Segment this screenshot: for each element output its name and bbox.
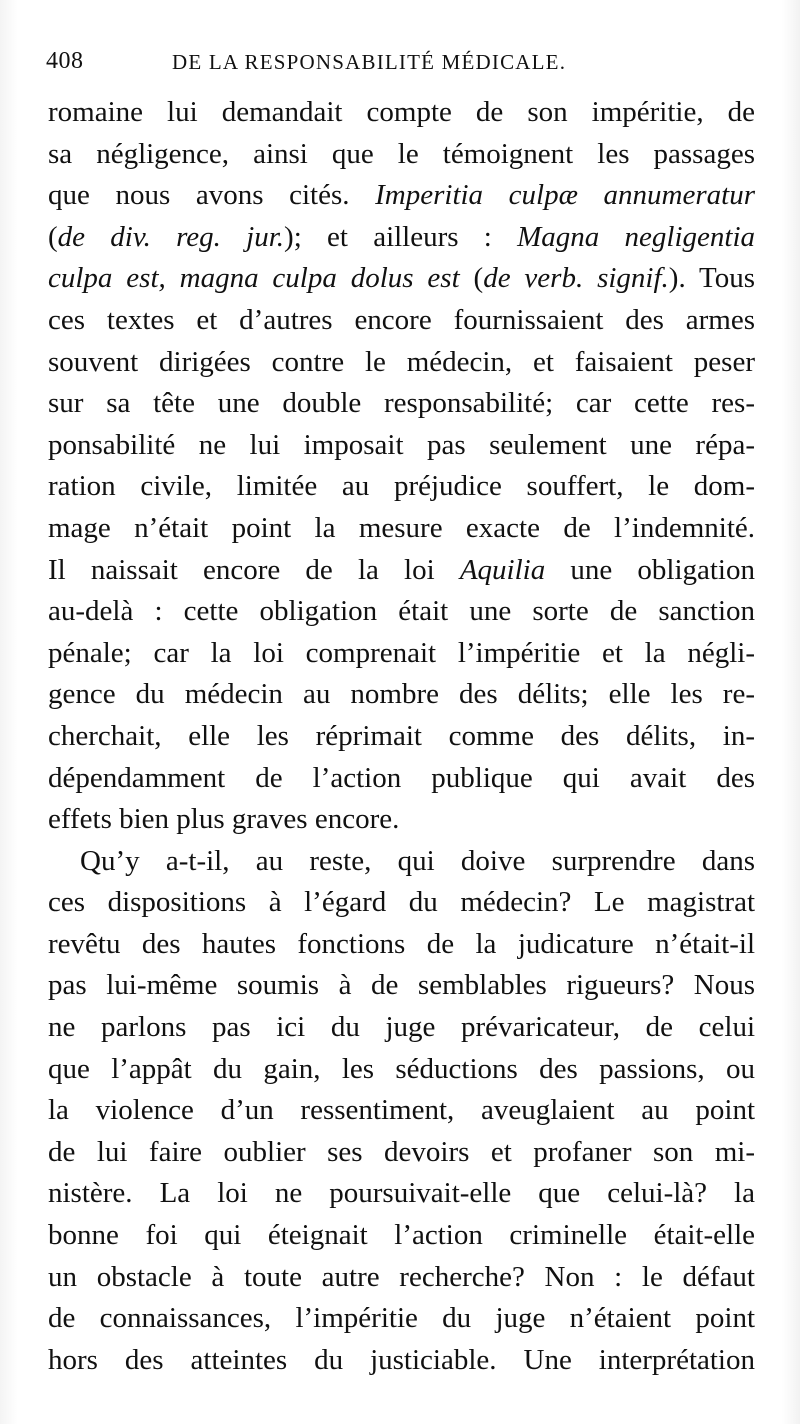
text-segment: ces dispositions à l’égard du médecin? Le magistrat: [48, 886, 755, 919]
text-segment: au-delà : cette obligation était une sorte de sanction: [48, 595, 755, 628]
text-segment: ponsabilité ne lui imposait pas seulement une répa-: [48, 428, 755, 461]
italic-text-segment: Magna negligentia: [517, 220, 756, 253]
text-segment: ). Tous: [668, 262, 756, 295]
text-line: [48, 550, 755, 592]
text-segment: bonne foi qui éteignait l’action criminelle était-elle: [48, 1219, 755, 1252]
text-segment: nistère. La loi ne poursuivait-elle que celui-là? la: [48, 1177, 755, 1210]
text-line: [48, 92, 755, 134]
text-line: [48, 882, 755, 924]
text-segment: souvent dirigées contre le médecin, et faisaient peser: [48, 345, 755, 378]
text-line: [48, 716, 755, 758]
text-segment: la violence d’un ressentiment, aveuglaient au point: [48, 1094, 755, 1127]
text-line: [48, 342, 755, 384]
text-segment: (: [459, 262, 484, 295]
text-segment: une obligation: [545, 553, 755, 586]
text-line: [48, 134, 755, 176]
text-line: [48, 633, 755, 675]
text-line: [48, 1257, 755, 1299]
text-segment: Qu’y a-t-il, au reste, qui doive surprendre dans: [80, 844, 755, 877]
text-segment: hors des atteintes du justiciable. Une interprétation: [48, 1343, 755, 1376]
text-segment: pas lui-même soumis à de semblables rigueurs? Nous: [48, 969, 755, 1002]
text-line: [48, 799, 755, 841]
text-line: [48, 924, 755, 966]
text-line: [48, 1132, 755, 1174]
text-line: [48, 383, 755, 425]
text-line: [48, 466, 755, 508]
text-segment: de connaissances, l’impéritie du juge n’étaient point: [48, 1302, 755, 1335]
italic-text-segment: culpa est, magna culpa dolus est: [48, 262, 460, 295]
text-segment: gence du médecin au nombre des délits; elle les re-: [48, 678, 755, 711]
text-line: [48, 965, 755, 1007]
text-line: [48, 258, 755, 300]
text-line: [48, 841, 755, 883]
text-segment: que nous avons cités.: [48, 179, 376, 212]
italic-text-segment: de verb. signif.: [483, 262, 669, 295]
text-segment: dépendamment de l’action publique qui avait des: [48, 761, 755, 794]
text-line: [48, 1173, 755, 1215]
text-line: [48, 300, 755, 342]
text-segment: mage n’était point la mesure exacte de l’indemnité.: [48, 511, 755, 544]
text-line: [48, 1215, 755, 1257]
text-segment: romaine lui demandait compte de son impéritie, de: [48, 96, 755, 128]
italic-text-segment: de div. reg. jur.: [57, 220, 285, 253]
text-line: [48, 175, 755, 217]
text-segment: que l’appât du gain, les séductions des passions, ou: [48, 1052, 755, 1085]
text-segment: ); et ailleurs :: [284, 220, 518, 253]
text-line: [48, 591, 755, 633]
text-line: [48, 508, 755, 550]
text-segment: effets bien plus graves encore.: [48, 803, 400, 836]
text-segment: revêtu des hautes fonctions de la judicature n’était-il: [48, 927, 755, 960]
italic-text-segment: Imperitia culpæ annumeratur: [375, 179, 755, 212]
italic-text-segment: Aquilia: [459, 553, 546, 586]
text-segment: (: [48, 220, 58, 253]
text-segment: ces textes et d’autres encore fournissaient des armes: [48, 303, 755, 336]
text-line: [48, 1340, 755, 1382]
paragraph-1: [48, 92, 755, 841]
paragraph-2: [48, 841, 755, 1382]
page-number: 408: [46, 48, 84, 74]
page-header: [46, 48, 766, 80]
text-segment: pénale; car la loi comprenait l’impéritie et la négli-: [48, 636, 755, 669]
text-segment: ne parlons pas ici du juge prévaricateur, de celui: [48, 1011, 755, 1044]
text-segment: ration civile, limitée au préjudice souffert, le dom-: [48, 470, 755, 503]
text-line: [48, 1049, 755, 1091]
text-line: [48, 425, 755, 467]
text-segment: Il naissait encore de la loi: [48, 553, 460, 586]
text-segment: sa négligence, ainsi que le témoignent les passages: [48, 137, 755, 170]
text-segment: un obstacle à toute autre recherche? Non : le défaut: [48, 1260, 755, 1293]
text-segment: cherchait, elle les réprimait comme des délits, in-: [48, 719, 755, 752]
text-line: [48, 674, 755, 716]
running-head: DE LA RESPONSABILITÉ MÉDICALE.: [172, 50, 567, 74]
text-line: [48, 217, 755, 259]
text-segment: de lui faire oublier ses devoirs et profaner son mi-: [48, 1135, 755, 1168]
text-segment: sur sa tête une double responsabilité; car cette res-: [48, 387, 755, 420]
text-line: [48, 758, 755, 800]
text-line: [48, 1298, 755, 1340]
body-text: [48, 92, 755, 1381]
text-line: [48, 1007, 755, 1049]
text-line: [48, 1090, 755, 1132]
